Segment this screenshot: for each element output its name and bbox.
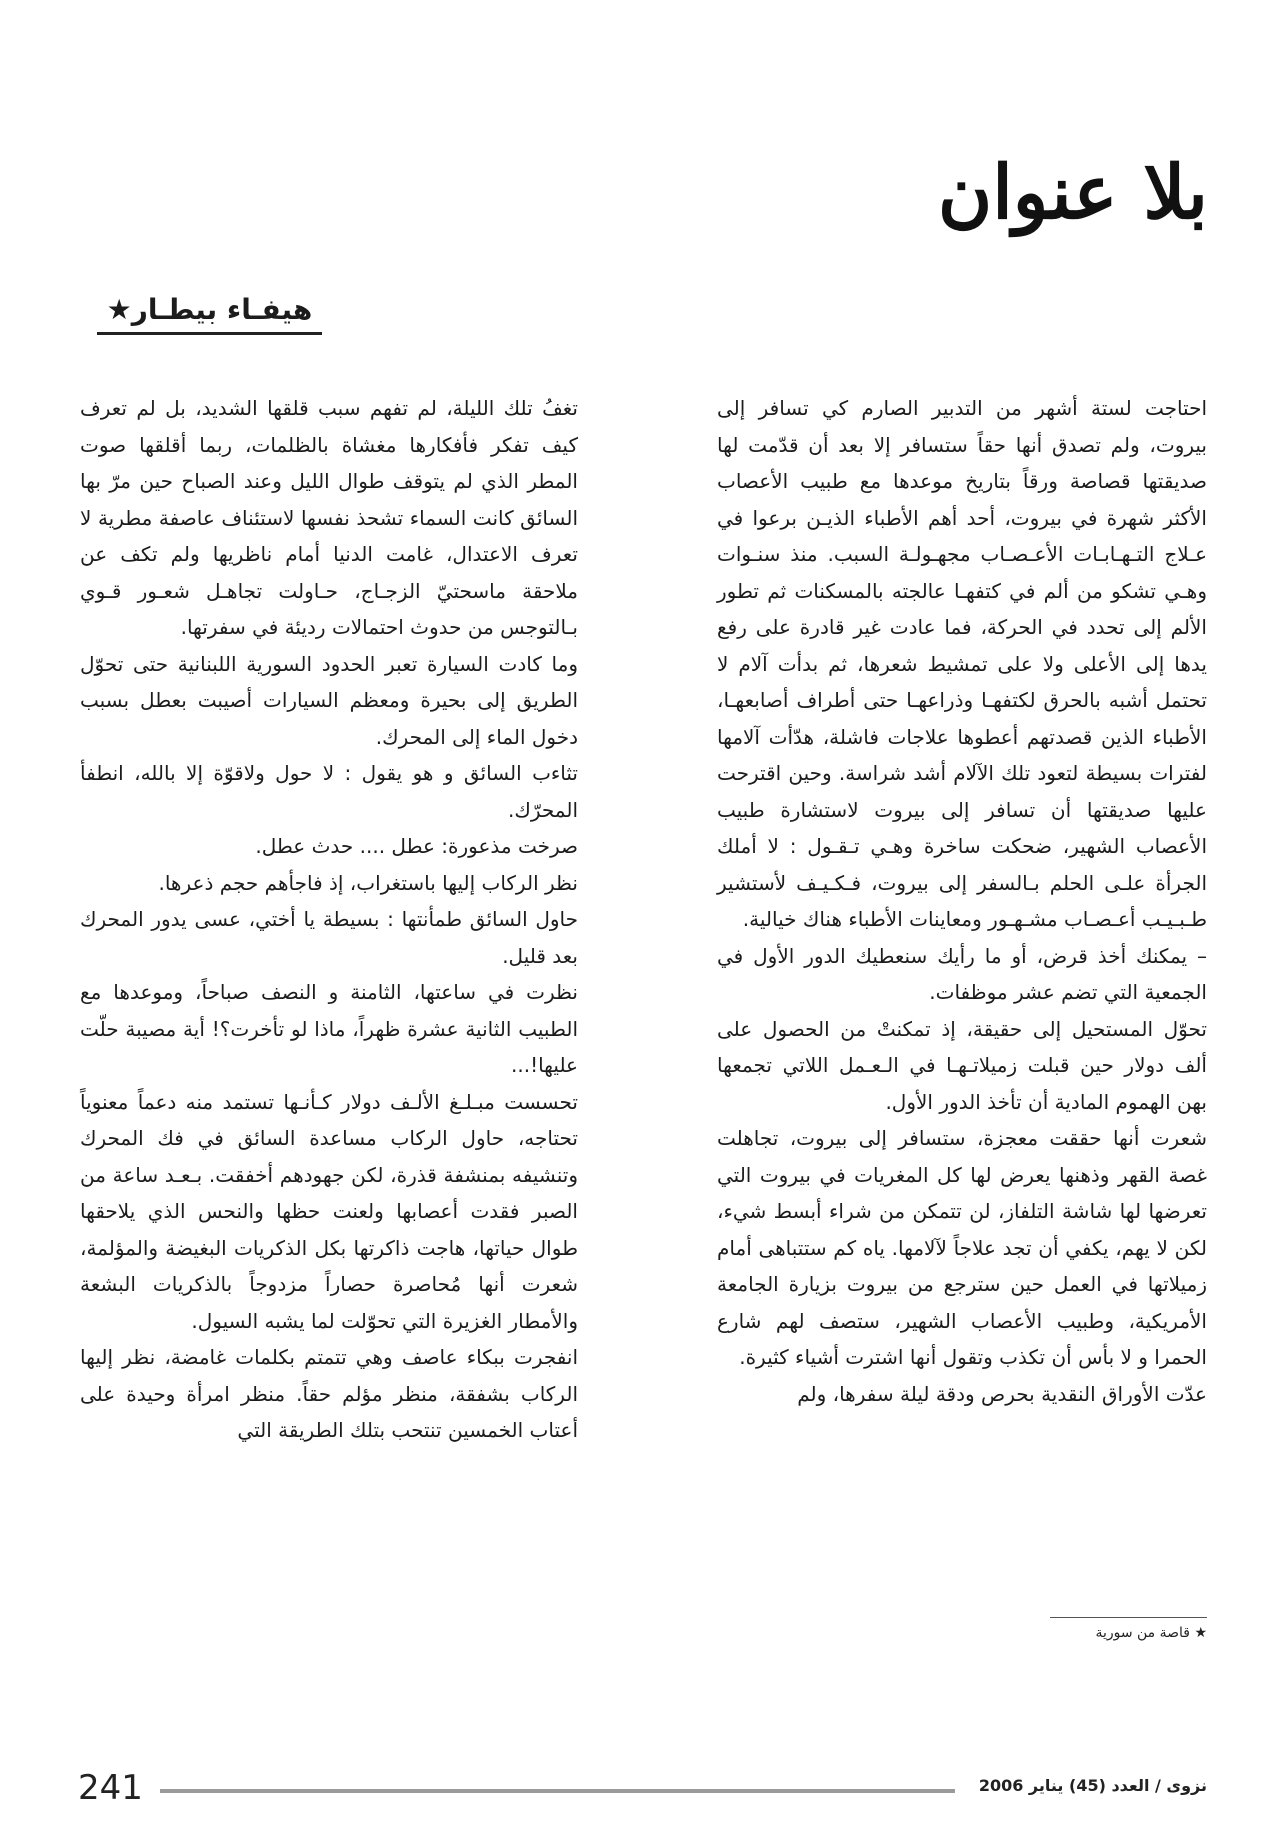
paragraph: نظر الركاب إليها باستغراب، إذ فاجأهم حجم ذعرها.: [158, 870, 578, 895]
body-column-left: [80, 390, 578, 1449]
issue-info: نزوى / العدد (45) يناير 2006: [978, 1776, 1207, 1795]
paragraph: تغفُ تلك الليلة، لم تفهم سبب قلقها الشديد، بل لم تعرف كيف تفكر فأفكارها مغشاة بالظلمات، ربما أقلقها صوت المطر الذي لم يتوقف طوال الليل وعند الصباح حين مرّ بها السائق كانت السماء تشحذ نفسها لاستئناف عاصفة مطرية لا تعرف الاعتدال، غامت الدنيا أمام ناظريها ولم تكف عن ملاحقة ماسحتيّ الزجـاج، حـاولت تجاهـل شعـور قـوي بـالتوجس من حدوث احتمالات رديئة في سفرتها.: [80, 396, 578, 639]
body-column-right: [717, 390, 1207, 1412]
paragraph: نظرت في ساعتها، الثامنة و النصف صباحاً، وموعدها مع الطبيب الثانية عشرة ظهراً، ماذا لو تأخرت؟! أية مصيبة حلّت عليها!...: [80, 980, 578, 1077]
paragraph: وما كادت السيارة تعبر الحدود السورية اللبنانية حتى تحوّل الطريق إلى بحيرة ومعظم السيارات أصيبت بعطل بسبب دخول الماء إلى المحرك.: [80, 651, 578, 749]
paragraph: شعرت أنها حققت معجزة، ستسافر إلى بيروت، تجاهلت غصة القهر وذهنها يعرض لها كل المغريات في بيروت التي تعرضها لها شاشة التلفاز، لن تتمكن من شراء أبسط شيء، لكن لا يهم، يكفي أن تجد علاجاً لآلامها. ياه كم ستتباهى أمام زميلاتها في العمل حين سترجع من بيروت بزيارة الجامعة الأمريكية، وطبيب الأعصاب الشهير، ستصف لهم شارع الحمرا و لا بأس أن تكذب وتقول أنها اشترت أشياء كثيرة.: [717, 1126, 1207, 1369]
paragraph: تحسست مبـلـغ الألـف دولار كـأنـها تستمد منه دعماً معنوياً تحتاجه، حاول الركاب مساعدة السائق في فك المحرك وتنشيفه بمنشفة قذرة، لكن جهودهم أخفقت. بـعـد ساعة من الصبر فقدت أعصابها ولعنت حظها والنحس الذي يلاحقها طوال حياتها، هاجت ذاكرتها بكل الذكريات البغيضة والمؤلمة، شعرت أنها مُحاصرة حصاراً مزدوجاً بالذكريات البشعة والأمطار الغزيرة التي تحوّلت لما يشبه السيول.: [80, 1089, 578, 1333]
paragraph: عدّت الأوراق النقدية بحرص ودقة ليلة سفرها، ولم: [797, 1381, 1207, 1406]
article-title: بلا عنوان: [937, 150, 1208, 236]
paragraph: تحوّل المستحيل إلى حقيقة، إذ تمكنتْ من الحصول على ألف دولار حين قبلت زميلاتـهـا في الـعـمل اللاتي تجمعها بهن الهموم المادية أن تأخذ الدور الأول.: [717, 1016, 1207, 1114]
paragraph: حاول السائق طمأنتها : بسيطة يا أختي، عسى يدور المحرك بعد قليل.: [80, 907, 578, 968]
author-byline: هيفـاء بيطـار★: [97, 293, 322, 335]
paragraph: تثاءب السائق و هو يقول : لا حول ولاقوّة إلا بالله، انطفأ المحرّك.: [80, 761, 578, 822]
page-number: 241: [78, 1768, 143, 1808]
paragraph: صرخت مذعورة: عطل .... حدث عطل.: [255, 834, 578, 858]
paragraph: – يمكنك أخذ قرض، أو ما رأيك سنعطيك الدور الأول في الجمعية التي تضم عشر موظفات.: [717, 943, 1207, 1004]
paragraph: انفجرت ببكاء عاصف وهي تتمتم بكلمات غامضة، نظر إليها الركاب بشفقة، منظر مؤلم حقاً. منظر امرأة وحيدة على أعتاب الخمسين تنتحب بتلك الطريقة التي: [80, 1345, 578, 1442]
footnote: ★ قاصة من سورية: [1095, 1625, 1207, 1641]
paragraph: احتاجت لستة أشهر من التدبير الصارم كي تسافر إلى بيروت، ولم تصدق أنها حقاً ستسافر إلا بعد أن قدّمت لها صديقتها قصاصة ورقاً بتاريخ موعدها مع طبيب الأعصاب الأكثر شهرة في بيروت، أحد أهم الأطباء الذيـن برعوا في عـلاج التـهـابـات الأعـصـاب مجهـولـة السبب. منذ سنـوات وهـي تشكو من ألم في كتفهـا عالجته بالمسكنات ثم تطور الألم إلى تحدد في الحركة، فما عادت غير قادرة على رفع يدها إلى الأعلى ولا على تمشيط شعرها، ثم بدأت آلام لا تحتمل أشبه بالحرق لكتفهـا وذراعهـا حتى أطراف أصابعهـا، الأطباء الذين قصدتهم أعطوها علاجات فاشلة، هدّأت آلامها لفترات بسيطة لتعود تلك الآلام أشد شراسة. وحين اقترحت عليها صديقتها أن تسافر إلى بيروت لاستشارة طبيب الأعصاب الشهير، ضحكت ساخرة وهـي تـقـول : لا أملك الجرأة علـى الحلم بـالسفر إلى بيروت، فـكـيـف لأستشير طـبـيـب أعـصـاب مشـهـور ومعاينات الأطباء هناك خيالية.: [717, 396, 1207, 931]
footer-divider: [160, 1789, 955, 1793]
footnote-divider: [1050, 1617, 1207, 1618]
